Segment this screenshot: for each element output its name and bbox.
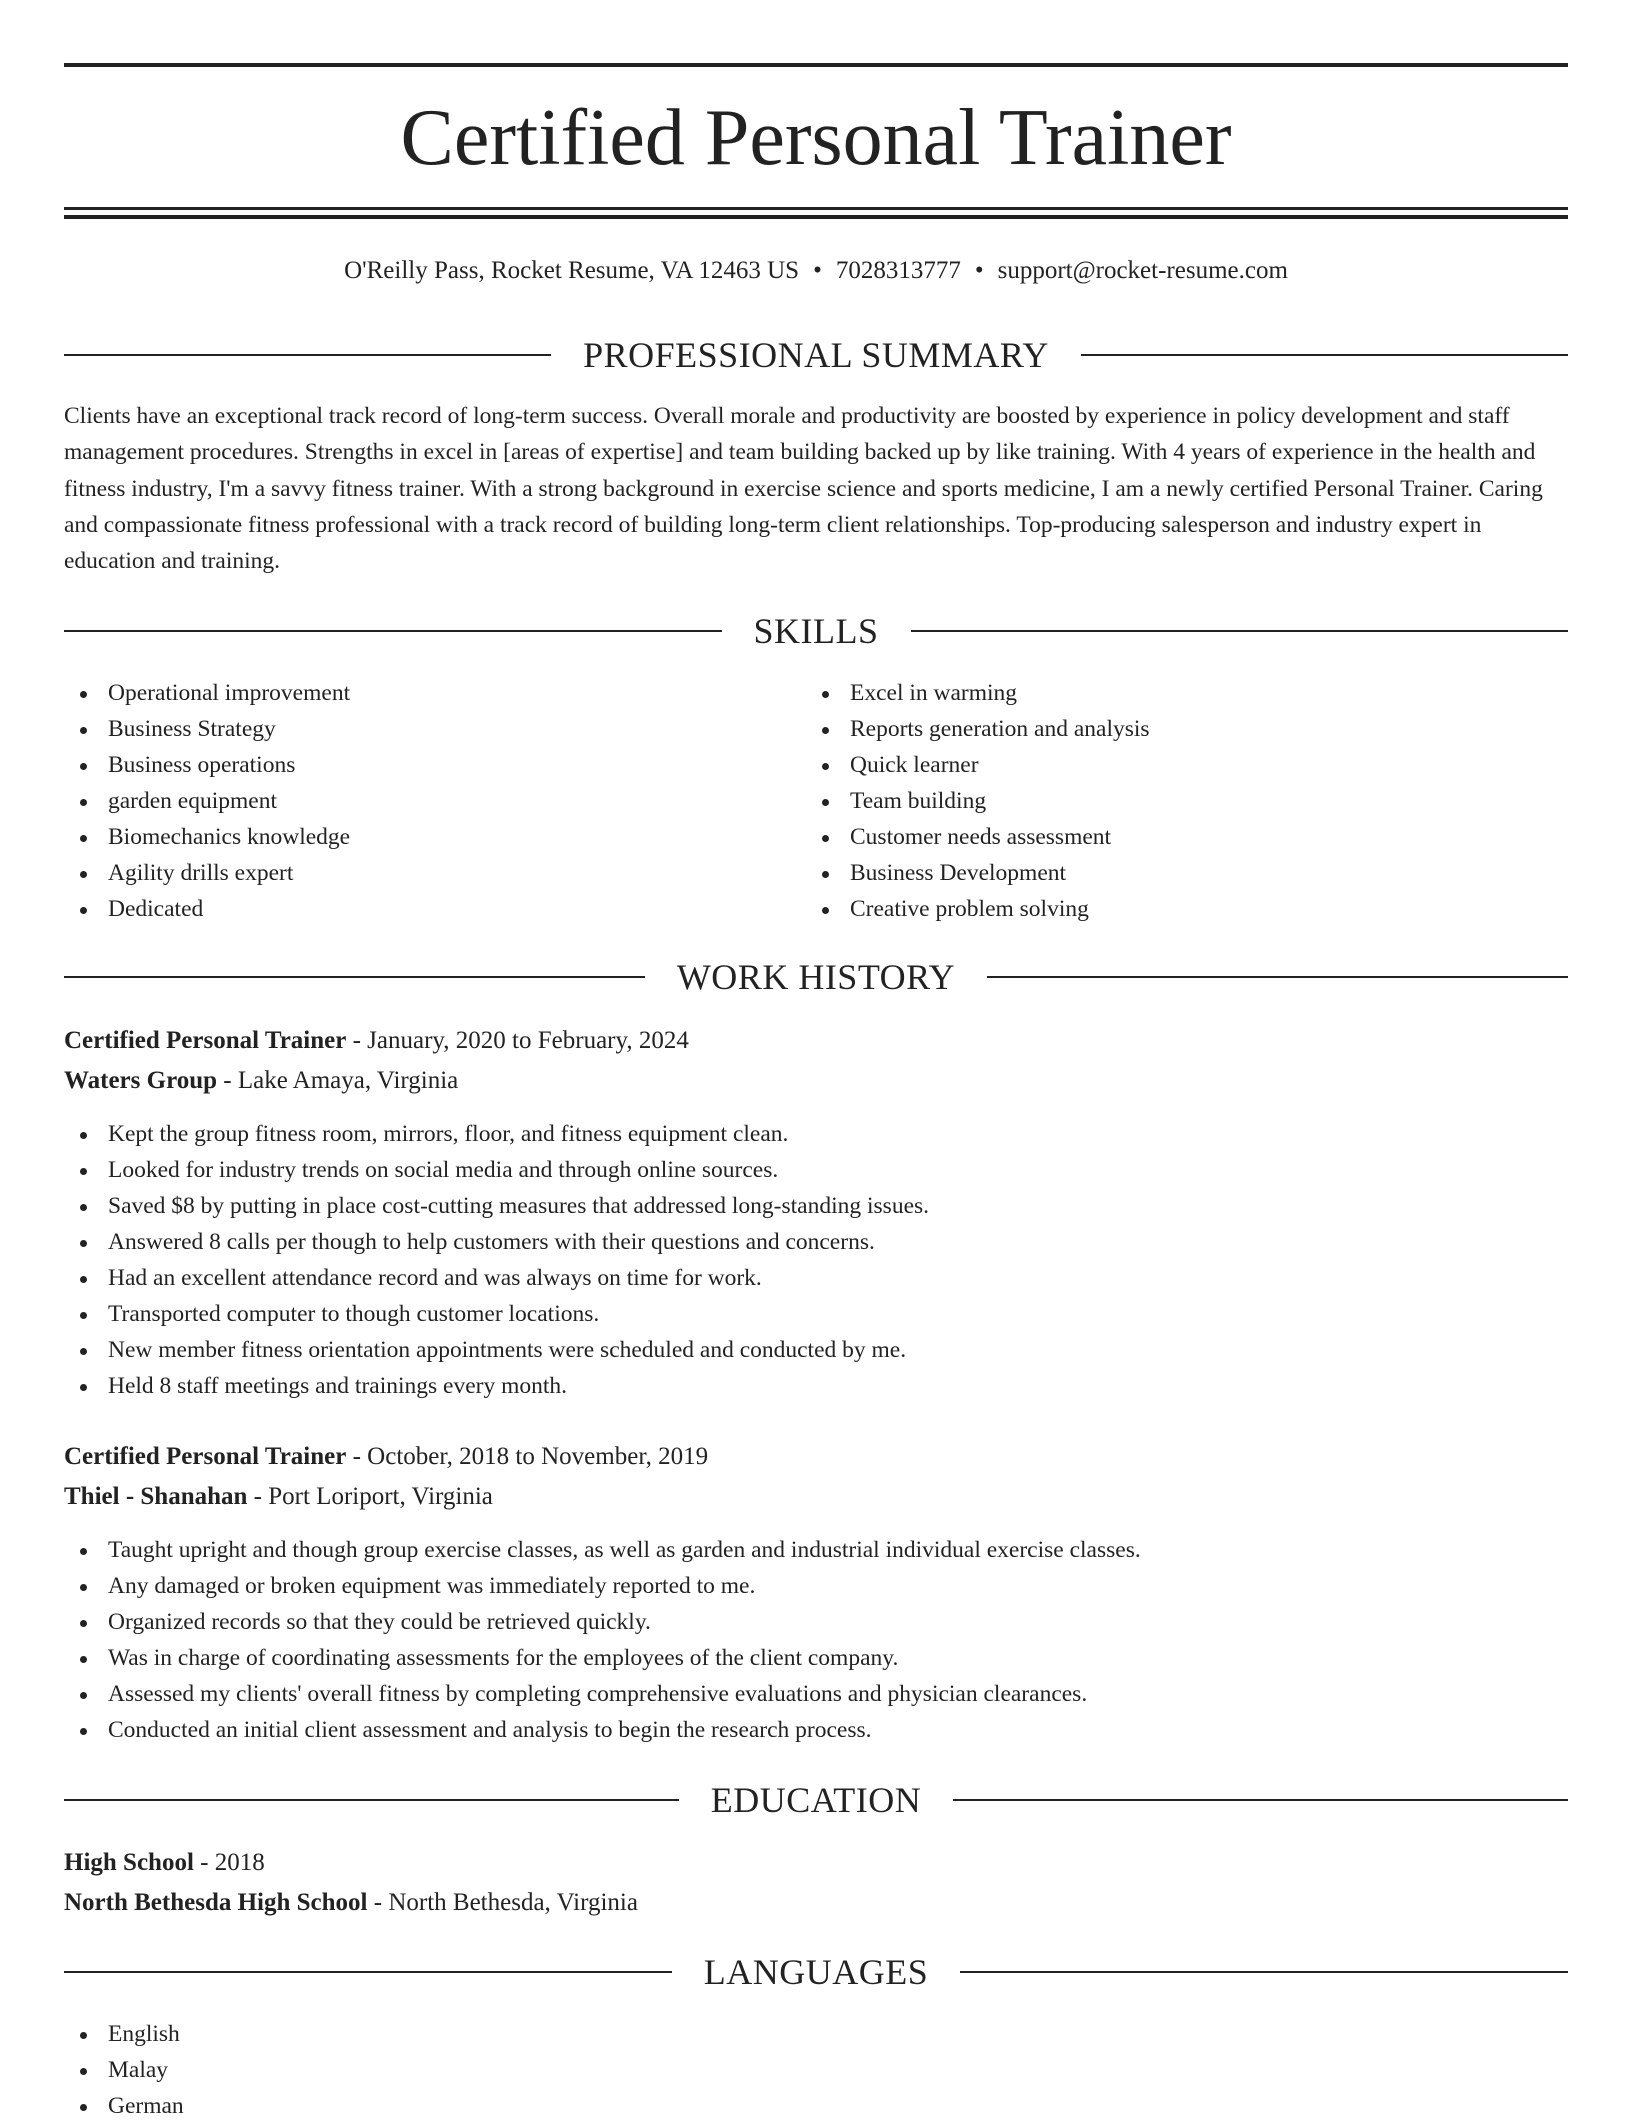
skill-item: Business operations (64, 747, 350, 783)
job-title-line (64, 1021, 689, 1061)
summary-text: Clients have an exceptional track record of long-term success. Overall morale and productivity are boosted by experience in policy development and staff management procedures. Strengths in excel in [areas of expertise] and team building backed up by like training. With 4 years of experience in the health and fitness industry, I'm a savvy fitness trainer. With a strong background in exercise science and sports medicine, I am a newly certified Personal Trainer. Caring and compassionate fitness professional with a track record of building long-term client relationships. Top-producing salesperson and industry expert in education and training. (64, 403, 1543, 575)
job-duty-item: Conducted an initial client assessment and analysis to begin the research process. (64, 1712, 1141, 1748)
contact-email: support@rocket-resume.com (997, 257, 1288, 284)
section-heading-education (64, 1776, 1568, 1824)
section-title: LANGUAGES (703, 1952, 929, 1992)
heading-rule (64, 1971, 672, 1973)
job-duty-item: Looked for industry trends on social media and through online sources. (64, 1152, 929, 1188)
skill-item: Agility drills expert (64, 855, 350, 891)
contact-address: O'Reilly Pass, Rocket Resume, VA 12463 US (344, 257, 800, 284)
job-dates: - October, 2018 to November, 2019 (346, 1443, 709, 1470)
job-duties-list (64, 1116, 929, 1404)
job-duty-item: Was in charge of coordinating assessments for the employees of the client company. (64, 1640, 1141, 1676)
contact-separator: • (813, 257, 822, 284)
skill-item: Creative problem solving (806, 891, 1150, 927)
skill-item: Excel in warming (806, 675, 1150, 711)
skill-item: Operational improvement (64, 675, 350, 711)
education-school: North Bethesda High School (64, 1889, 368, 1916)
education-degree-line (64, 1843, 265, 1883)
skill-item: Reports generation and analysis (806, 711, 1150, 747)
skills-list-left (64, 675, 350, 927)
job-duties-list (64, 1532, 1141, 1748)
contact-separator: • (974, 257, 984, 284)
top-rule (64, 63, 1568, 67)
section-title: SKILLS (753, 611, 879, 651)
language-item: Malay (64, 2052, 184, 2088)
job-title: Certified Personal Trainer (64, 1443, 347, 1470)
job-duty-item: Held 8 staff meetings and trainings every month. (64, 1368, 929, 1404)
job-duty-item: Transported computer to though customer locations. (64, 1296, 929, 1332)
skill-item: Quick learner (806, 747, 1150, 783)
contact-phone: 7028313777 (835, 257, 961, 284)
heading-rule (987, 976, 1568, 978)
skill-item: Dedicated (64, 891, 350, 927)
job-location: - Lake Amaya, Virginia (217, 1067, 459, 1094)
section-title: PROFESSIONAL SUMMARY (583, 335, 1049, 375)
job-duty-item: Answered 8 calls per though to help customers with their questions and concerns. (64, 1224, 929, 1260)
job-duty-item: Organized records so that they could be retrieved quickly. (64, 1604, 1141, 1640)
resume-title: Certified Personal Trainer (400, 94, 1232, 182)
education-location: - North Bethesda, Virginia (367, 1889, 638, 1916)
section-heading-languages (64, 1948, 1568, 1996)
heading-rule (1081, 354, 1568, 356)
education-year: - 2018 (193, 1849, 265, 1876)
skill-item: Customer needs assessment (806, 819, 1150, 855)
section-heading-summary (64, 331, 1568, 379)
section-title: EDUCATION (710, 1780, 922, 1820)
job-duty-item: Any damaged or broken equipment was immediately reported to me. (64, 1568, 1141, 1604)
job-dates: - January, 2020 to February, 2024 (346, 1027, 689, 1054)
job-company: Thiel - Shanahan (64, 1483, 248, 1510)
heading-rule (64, 976, 645, 978)
job-duty-item: Kept the group fitness room, mirrors, floor, and fitness equipment clean. (64, 1116, 929, 1152)
heading-rule (64, 630, 722, 632)
job-company: Waters Group (64, 1067, 218, 1094)
skill-item: garden equipment (64, 783, 350, 819)
job-duty-item: New member fitness orientation appointments were scheduled and conducted by me. (64, 1332, 929, 1368)
title-rule-lower (64, 215, 1568, 219)
section-title: WORK HISTORY (676, 957, 956, 997)
job-duty-item: Taught upright and though group exercise classes, as well as garden and industrial individual exercise classes. (64, 1532, 1141, 1568)
heading-rule (911, 630, 1569, 632)
education-school-line (64, 1883, 638, 1923)
skill-item: Team building (806, 783, 1150, 819)
skill-item: Biomechanics knowledge (64, 819, 350, 855)
section-heading-skills (64, 607, 1568, 655)
heading-rule (960, 1971, 1568, 1973)
title-rule-upper (64, 207, 1568, 210)
languages-list (64, 2016, 184, 2124)
skill-item: Business Strategy (64, 711, 350, 747)
skills-list-right (806, 675, 1150, 927)
job-company-line (64, 1061, 458, 1101)
language-item: German (64, 2088, 184, 2124)
skill-item: Business Development (806, 855, 1150, 891)
contact-line (64, 253, 1568, 289)
job-location: - Port Loriport, Virginia (247, 1483, 493, 1510)
job-company-line (64, 1477, 493, 1517)
heading-rule (953, 1799, 1568, 1801)
language-item: English (64, 2016, 184, 2052)
job-title: Certified Personal Trainer (64, 1027, 347, 1054)
job-duty-item: Had an excellent attendance record and was always on time for work. (64, 1260, 929, 1296)
heading-rule (64, 354, 551, 356)
job-duty-item: Assessed my clients' overall fitness by completing comprehensive evaluations and physician clearances. (64, 1676, 1141, 1712)
job-title-line (64, 1437, 708, 1477)
section-heading-work (64, 953, 1568, 1001)
job-duty-item: Saved $8 by putting in place cost-cutting measures that addressed long-standing issues. (64, 1188, 929, 1224)
heading-rule (64, 1799, 679, 1801)
education-degree: High School (64, 1849, 194, 1876)
